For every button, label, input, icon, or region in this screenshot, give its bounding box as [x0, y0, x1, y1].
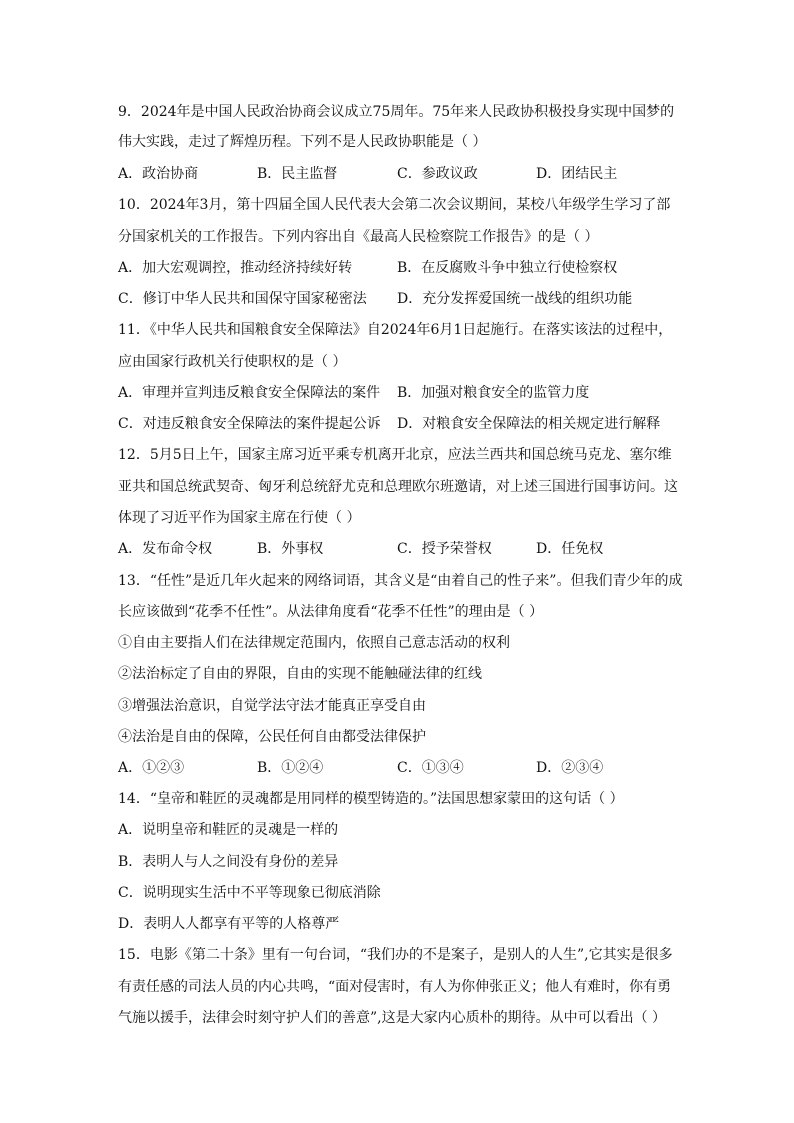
q9-option-b: B．民主监督	[257, 166, 338, 182]
q12-option-a: A．发布命令权	[118, 541, 213, 557]
q14-option-b: B．表明人与人之间没有身份的差异	[118, 854, 339, 870]
q13-option-b: B．①②④	[257, 760, 324, 776]
q13-option-a: A．①②③	[118, 760, 185, 776]
q11-option-d: D．对粮食安全保障法的相关规定进行解释	[397, 416, 661, 432]
q9-option-d: D．团结民主	[536, 166, 618, 182]
q10-option-c: C．修订中华人民共和国保守国家秘密法	[118, 291, 367, 307]
q13-option-c: C．①③④	[397, 760, 464, 776]
q15-stem-line-3: 气施以援手，法律会时刻守护人们的善意”,这是大家内心质朴的期待。从中可以看出（ ）	[118, 1010, 667, 1026]
q12-stem-line-1: 12．5月5日上午，国家主席习近平乘专机离开北京，应法兰西共和国总统马克龙、塞尔维	[118, 447, 672, 463]
q11-stem-line-2: 应由国家行政机关行使职权的是（ ）	[118, 354, 347, 370]
q9-option-c: C．参政议政	[397, 166, 478, 182]
q15-stem-line-1: 15．电影《第二十条》里有一句台词，“我们办的不是案子，是别人的人生”,它其实是很多	[118, 947, 673, 963]
q14-stem-line-1: 14．“皇帝和鞋匠的灵魂都是用同样的模型铸造的。”法国思想家蒙田的这句话（ ）	[118, 791, 624, 807]
q11-option-c: C．对违反粮食安全保障法的案件提起公诉	[118, 416, 381, 432]
q10-option-b: B．在反腐败斗争中独立行使检察权	[397, 260, 618, 276]
q12-option-b: B．外事权	[257, 541, 324, 557]
q12-option-c: C．授予荣誉权	[397, 541, 492, 557]
q10-stem-line-1: 10．2024年3月，第十四届全国人民代表大会第二次会议期间，某校八年级学生学习了部	[118, 197, 671, 213]
q10-stem-line-2: 分国家机关的工作报告。下列内容出自《最高人民检察院工作报告》的是（ ）	[118, 229, 599, 245]
q9-stem-line-2: 伟大实践，走过了辉煌历程。下列不是人民政协职能是（ ）	[118, 134, 487, 150]
q12-option-d: D．任免权	[536, 541, 604, 557]
q13-statement-4: ④法治是自由的保障，公民任何自由都受法律保护	[118, 729, 426, 745]
q13-option-d: D．②③④	[536, 760, 604, 776]
q14-option-a: A．说明皇帝和鞋匠的灵魂是一样的	[118, 822, 339, 838]
q10-option-d: D．充分发挥爱国统一战线的组织功能	[397, 291, 633, 307]
q13-stem-line-1: 13．“任性”是近几年火起来的网络词语，其含义是“由着自己的性子来”。但我们青少年的成	[118, 573, 683, 589]
q12-stem-line-2: 亚共和国总统武契奇、匈牙利总统舒尤克和总理欧尔班邀请，对上述三国进行国事访问。这	[118, 479, 678, 495]
q13-statement-2: ②法治标定了自由的界限，自由的实现不能触碰法律的红线	[118, 666, 482, 682]
q14-option-d: D．表明人人都享有平等的人格尊严	[118, 916, 340, 932]
q10-option-a: A．加大宏观调控，推动经济持续好转	[118, 260, 353, 276]
q9-option-a: A．政治协商	[118, 166, 199, 182]
q9-stem-line-1: 9．2024年是中国人民政治协商会议成立75周年。75年来人民政协积极投身实现中国梦的	[118, 104, 675, 120]
q13-statement-1: ①自由主要指人们在法律规定范围内，依照自己意志活动的权利	[118, 635, 510, 651]
q15-stem-line-2: 有责任感的司法人员的内心共鸣，“面对侵害时，有人为你伸张正义；他人有难时，你有勇	[118, 979, 672, 995]
q13-stem-line-2: 长应该做到“花季不任性”。从法律角度看“花季不任性”的理由是（ ）	[118, 604, 544, 620]
q11-option-a: A．审理并宣判违反粮食安全保障法的案件	[118, 385, 381, 401]
q14-option-c: C．说明现实生活中不平等现象已彻底消除	[118, 885, 381, 901]
q12-stem-line-3: 体现了习近平作为国家主席在行使（ ）	[118, 510, 361, 526]
q13-statement-3: ③增强法治意识，自觉学法守法才能真正享受自由	[118, 698, 426, 714]
q11-option-b: B．加强对粮食安全的监管力度	[397, 385, 590, 401]
q11-stem-line-1: 11．《中华人民共和国粮食安全保障法》自2024年6月1日起施行。在落实该法的过程中，	[118, 322, 673, 338]
